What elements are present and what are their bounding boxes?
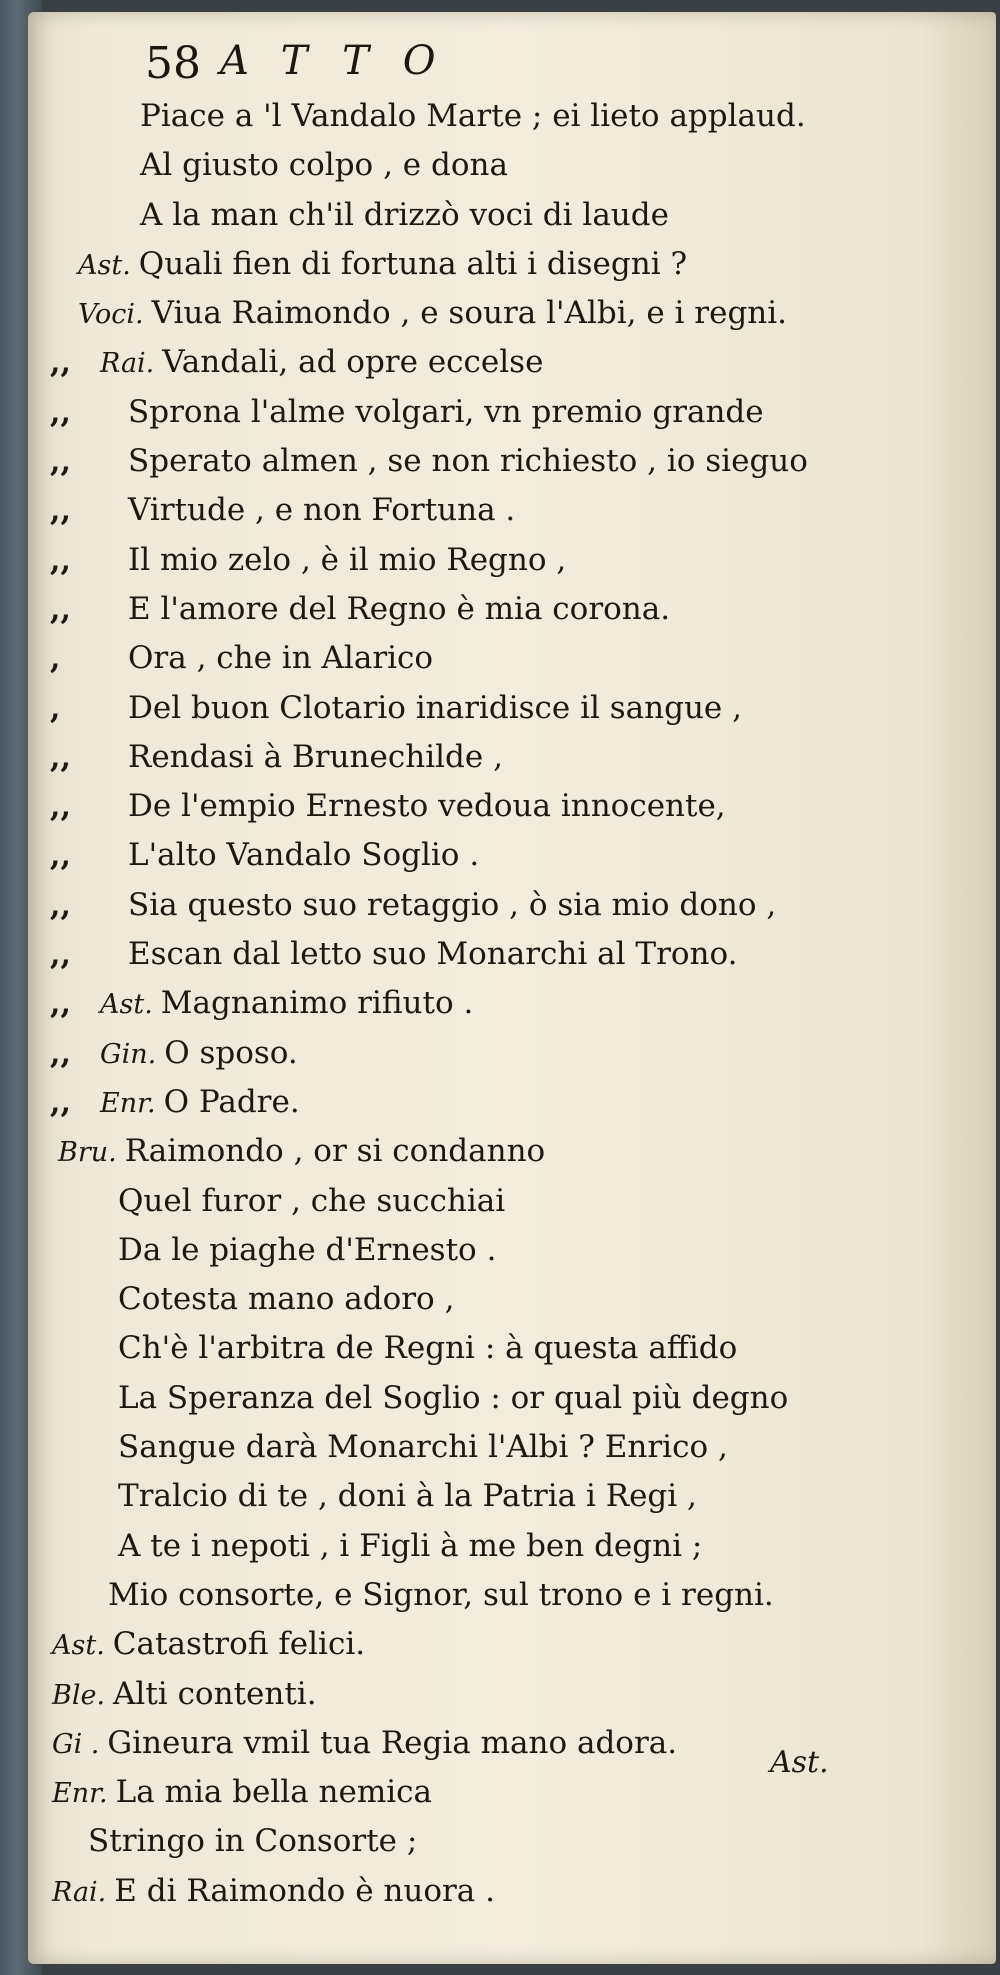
quotation-mark: ,, — [50, 789, 71, 825]
catchword: Ast. — [770, 1745, 829, 1780]
quotation-mark: ,, — [50, 394, 71, 430]
verse-text-line: Sprona l'alme volgari, vn premio grande — [128, 393, 764, 430]
speaker-label: Ble. — [52, 1679, 106, 1711]
verse-line — [50, 1324, 930, 1373]
line-body — [110, 1226, 496, 1276]
line-body — [120, 437, 808, 487]
line-body — [120, 585, 670, 635]
verse-text-line: Cotesta mano adoro , — [118, 1281, 455, 1318]
verse-line — [50, 1275, 930, 1324]
verse-line — [50, 1670, 930, 1719]
verse-line — [50, 388, 930, 437]
line-body — [132, 92, 806, 142]
verse-line — [50, 1127, 930, 1176]
page-header — [145, 30, 845, 90]
verse-text-line: Piace a 'l Vandalo Marte ; ei lieto applaud. — [140, 98, 806, 134]
speaker-label: Rai. — [100, 348, 155, 380]
verse-text — [50, 92, 930, 1916]
line-body — [100, 338, 543, 388]
line-body — [58, 1127, 545, 1177]
verse-text-line: Gineura vmil tua Regia mano adora. — [107, 1724, 678, 1761]
verse-line — [50, 684, 930, 733]
speaker-label: Ast. — [100, 989, 153, 1021]
quotation-mark: ,, — [50, 739, 71, 775]
running-title: ATTO — [220, 38, 470, 84]
verse-line — [50, 634, 930, 683]
line-body — [120, 930, 738, 980]
line-body — [110, 1324, 737, 1374]
line-body — [120, 536, 566, 586]
line-body — [132, 141, 508, 191]
quotation-mark: ,, — [50, 1035, 71, 1071]
verse-line — [50, 1620, 930, 1669]
quotation-mark: ,, — [50, 986, 71, 1022]
line-body — [52, 1867, 495, 1917]
verse-text-line: O Padre. — [163, 1083, 300, 1120]
line-body — [120, 684, 742, 734]
verse-text-line: Al giusto colpo , e dona — [140, 147, 508, 184]
quotation-mark: , — [50, 690, 61, 726]
line-body — [110, 1177, 505, 1227]
verse-text-line: Quali fien di fortuna alti i disegni ? — [138, 245, 688, 282]
quotation-mark: ,, — [50, 591, 71, 627]
verse-text-line: Quel furor , che succhiai — [118, 1182, 506, 1219]
quotation-mark: ,, — [50, 542, 71, 578]
verse-line — [50, 1374, 930, 1423]
quotation-mark: ,, — [50, 887, 71, 923]
quotation-mark: , — [50, 641, 61, 677]
line-body — [78, 240, 687, 290]
line-body — [52, 1670, 317, 1720]
quotation-mark: ,, — [50, 345, 71, 381]
verse-text-line: Sperato almen , se non richiesto , io sieguo — [128, 443, 808, 480]
verse-line — [50, 979, 930, 1028]
verse-text-line: Stringo in Consorte ; — [88, 1823, 418, 1860]
line-body — [120, 634, 433, 684]
verse-text-line: Sangue darà Monarchi l'Albi ? Enrico , — [118, 1429, 728, 1466]
speaker-label: Enr. — [52, 1778, 108, 1810]
line-body — [52, 1768, 432, 1818]
speaker-label: Ast. — [52, 1630, 105, 1662]
line-body — [120, 486, 515, 536]
verse-line — [50, 1078, 930, 1127]
verse-text-line: Ora , che in Alarico — [128, 640, 434, 677]
verse-line — [50, 930, 930, 979]
verse-text-line: O sposo. — [164, 1034, 298, 1071]
verse-text-line: De l'empio Ernesto vedoua innocente, — [128, 788, 726, 825]
verse-text-line: A la man ch'il drizzò voci di laude — [140, 196, 669, 233]
line-body — [110, 1423, 728, 1473]
line-body — [120, 831, 479, 881]
speaker-label: Ast. — [78, 249, 131, 281]
verse-text-line: Sia questo suo retaggio , ò sia mio dono , — [128, 886, 777, 923]
verse-text-line: Raimondo , or si condanno — [124, 1133, 546, 1170]
verse-line — [50, 831, 930, 880]
verse-line — [50, 1867, 930, 1916]
line-body — [110, 1472, 697, 1522]
verse-line — [50, 486, 930, 535]
verse-line — [50, 240, 930, 289]
verse-line — [50, 1177, 930, 1226]
line-body — [110, 1522, 702, 1572]
speaker-label: Gi . — [52, 1728, 100, 1760]
verse-line — [50, 1226, 930, 1275]
quotation-mark: ,, — [50, 444, 71, 480]
verse-line — [50, 1472, 930, 1521]
speaker-label: Voci. — [78, 299, 144, 331]
verse-text-line: Magnanimo rifiuto . — [160, 985, 474, 1022]
verse-text-line: Viua Raimondo , e soura l'Albi, e i regni. — [151, 295, 788, 332]
line-body — [100, 979, 473, 1029]
verse-text-line: E di Raimondo è nuora . — [114, 1872, 495, 1909]
quotation-mark: ,, — [50, 493, 71, 529]
verse-line — [50, 1817, 930, 1866]
verse-line — [50, 191, 930, 240]
quotation-mark: ,, — [50, 1084, 71, 1120]
verse-text-line: Vandali, ad opre eccelse — [162, 344, 544, 381]
verse-line — [50, 1522, 930, 1571]
line-body — [100, 1571, 774, 1621]
verse-line — [50, 1571, 930, 1620]
line-body — [78, 289, 787, 339]
line-body — [132, 191, 669, 241]
verse-text-line: Catastrofi felici. — [112, 1626, 366, 1663]
line-body — [80, 1817, 417, 1867]
verse-text-line: E l'amore del Regno è mia corona. — [128, 590, 671, 627]
line-body — [52, 1719, 677, 1769]
verse-text-line: Il mio zelo , è il mio Regno , — [128, 541, 567, 578]
verse-line — [50, 1029, 930, 1078]
line-body — [110, 1374, 788, 1424]
verse-text-line: Mio consorte, e Signor, sul trono e i regni. — [108, 1576, 774, 1613]
verse-line — [50, 437, 930, 486]
quotation-mark: ,, — [50, 937, 71, 973]
verse-line — [50, 585, 930, 634]
quotation-mark: ,, — [50, 838, 71, 874]
verse-line — [50, 782, 930, 831]
verse-text-line: Rendasi à Brunechilde , — [128, 738, 503, 775]
line-body — [120, 782, 726, 832]
line-body — [120, 388, 764, 438]
line-body — [52, 1620, 365, 1670]
line-body — [100, 1029, 298, 1079]
verse-text-line: Escan dal letto suo Monarchi al Trono. — [128, 936, 738, 973]
verse-text-line: Da le piaghe d'Ernesto . — [118, 1231, 497, 1268]
verse-text-line: Alti contenti. — [113, 1675, 317, 1712]
verse-text-line: Del buon Clotario inaridisce il sangue , — [128, 689, 742, 726]
speaker-label: Rai. — [52, 1876, 107, 1908]
verse-line — [50, 141, 930, 190]
speaker-label: Bru. — [58, 1137, 117, 1169]
verse-text-line: Virtude , e non Fortuna . — [128, 492, 516, 529]
verse-line — [50, 733, 930, 782]
verse-text-line: Tralcio di te , doni à la Patria i Regi , — [118, 1478, 697, 1515]
line-body — [100, 1078, 300, 1128]
line-body — [110, 1275, 454, 1325]
speaker-label: Enr. — [100, 1087, 156, 1119]
verse-line — [50, 92, 930, 141]
verse-line — [50, 881, 930, 930]
verse-text-line: La Speranza del Soglio : or qual più degno — [118, 1379, 789, 1416]
verse-line — [50, 289, 930, 338]
verse-text-line: Ch'è l'arbitra de Regni : à questa affido — [118, 1330, 738, 1367]
verse-line — [50, 536, 930, 585]
verse-text-line: A te i nepoti , i Figli à me ben degni ; — [118, 1527, 703, 1564]
verse-text-line: La mia bella nemica — [115, 1774, 433, 1811]
page-number: 58 — [145, 38, 201, 89]
verse-line — [50, 338, 930, 387]
verse-text-line: L'alto Vandalo Soglio . — [128, 837, 480, 874]
line-body — [120, 881, 776, 931]
line-body — [120, 733, 503, 783]
speaker-label: Gin. — [100, 1038, 157, 1070]
verse-line — [50, 1423, 930, 1472]
